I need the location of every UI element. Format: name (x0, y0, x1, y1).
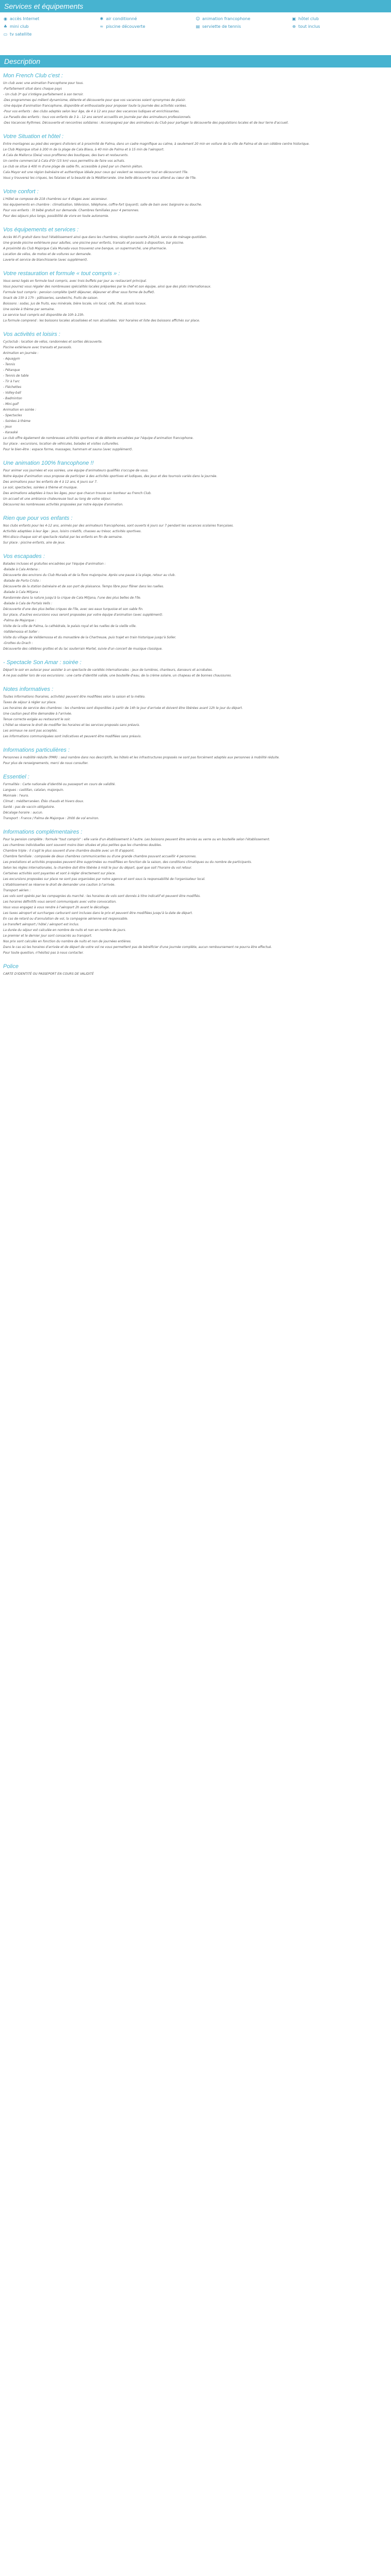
section-paragraph: Climat : méditerranéen. Étés chauds et hivers doux. (3, 800, 84, 803)
towel-icon: ▤ (196, 24, 200, 29)
section-paragraph: Cycloclub : location de vélos, randonnées et sorties découverte. (3, 340, 103, 344)
section-title: Une animation 100% francophone !! (3, 460, 94, 466)
service-item (292, 24, 388, 29)
description-section (0, 686, 391, 747)
section-paragraph: -Balade à Cala Mitjana : (3, 590, 40, 594)
service-label: tout inclus (298, 24, 320, 29)
section-paragraph: L'Hôtel se compose de 218 chambres sur 4 étages avec ascenseur. (3, 197, 108, 201)
section-paragraph: Les horaires définitifs vous seront communiqués avec votre convocation. (3, 900, 117, 904)
description-section (0, 829, 391, 963)
service-label: hôtel club (298, 16, 319, 21)
services-header (0, 0, 391, 12)
kids-club-icon: ♣ (3, 24, 8, 29)
description-section (0, 73, 391, 133)
service-label: accès Internet (10, 16, 40, 21)
section-paragraph: Taxes de séjour à régler sur place. (3, 701, 57, 704)
description-section (0, 659, 391, 686)
section-paragraph: Découvrez les nombreuses activités proposées par notre équipe d'animation. (3, 503, 124, 506)
section-title: Mon French Club c'est : (3, 73, 63, 79)
section-paragraph: Boissons : sodas, jus de fruits, eau minérale, bière locale, vin local, café, thé, alcools locaux. (3, 302, 146, 306)
section-paragraph: Les horaires de service des chambres : les chambres sont disponibles à partir de 14h le jour d'arrivée et doivent être libérées avant 12h le jour du départ. (3, 706, 243, 710)
section-paragraph: Vous vous engagez à vous rendre à l'aéroport 2h avant le décollage. (3, 906, 110, 909)
section-paragraph: Certaines activités sont payantes et sont à régler directement sur place. (3, 872, 116, 875)
services-title: Services et équipements (4, 2, 84, 10)
section-paragraph: -Balade à Cala de Portals Vells : (3, 602, 53, 605)
description-sections (0, 67, 391, 985)
section-paragraph: Les taxes aéroport et surcharges carburant sont incluses dans le prix et peuvent être modifiées jusqu'à la date de départ. (3, 911, 193, 915)
section-paragraph: Découverte de la station balnéaire et de son port de plaisance. Temps libre pour flâner dans les ruelles. (3, 585, 165, 588)
section-paragraph: Pour animer vos journées et vos soirées, une équipe d'animateurs qualifiés s'occupe de vous. (3, 469, 149, 472)
section-paragraph: Une soirée à thème par semaine. (3, 308, 55, 311)
section-paragraph: Départ le soir en autocar pour assister à un spectacle de variétés internationales : jeux de lumières, chanteurs, danseurs et acrobates. (3, 668, 213, 672)
section-paragraph: Location de vélos, de motos et de voitures sur demande. (3, 252, 92, 256)
section-paragraph: Un club avec une animation francophone pour tous. (3, 81, 84, 85)
section-paragraph: Les animaux ne sont pas acceptés. (3, 729, 58, 733)
section-paragraph: Pour le bien-être : espace forme, massages, hammam et sauna (avec supplément). (3, 448, 133, 451)
section-title: Police (3, 963, 19, 970)
description-section (0, 553, 391, 659)
section-paragraph: Sur place, d'autres excursions vous seront proposées par votre équipe d'animation (avec supplément). (3, 613, 164, 617)
section-paragraph: Le Club Majorque situé à 200 m de la plage de Cala Blava, à 40 min de Palma et à 15 min de l'aéroport. (3, 148, 165, 151)
section-paragraph: Chambre triple : il s'agit le plus souvent d'une chambre double avec un lit d'appoint. (3, 849, 135, 853)
service-item (292, 16, 388, 21)
section-title: Vos escapades : (3, 553, 45, 560)
pool-icon: ≈ (100, 24, 104, 29)
section-paragraph: A Cala de Mallorca (Deia) vous profiterez des boutiques, des bars et restaurants. (3, 154, 129, 157)
section-paragraph: Sur place : piscine enfants, aire de jeux. (3, 541, 66, 545)
section-paragraph: -Palma de Majorque : (3, 619, 36, 622)
description-section (0, 460, 391, 515)
service-item (196, 24, 292, 29)
section-paragraph: Toutes informations (horaires, activités) peuvent être modifiées selon la saison et la météo. (3, 695, 146, 699)
section-paragraph: Le transfert aéroport / hôtel / aéroport est inclus. (3, 923, 79, 926)
section-paragraph: - Volley-ball (3, 391, 21, 395)
section-title: Informations particulières : (3, 747, 70, 753)
section-paragraph: Vous y trouverez les criques, les falaises et la beauté de la Méditerranée. Une belle découverte vous attend au cœur de l'île. (3, 176, 197, 180)
section-paragraph: Découverte d'une des plus belles criques de l'île, avec ses eaux turquoise et son sable fin. (3, 607, 143, 611)
services-grid (0, 12, 391, 40)
section-paragraph: - Aquagym (3, 357, 20, 361)
description-section (0, 774, 391, 829)
section-paragraph: -Pour vos enfants : des clubs adaptés selon leur âge, de 4 à 12 ans pour des vacances ludiques et enrichissantes. (3, 110, 180, 113)
section-paragraph: Animation en journée : (3, 351, 39, 355)
section-paragraph: Vous pourrez vous régaler des nombreuses spécialités locales préparées par le chef et son équipe, ainsi que des plats internationaux. (3, 285, 211, 289)
description-section (0, 133, 391, 189)
section-paragraph: Les informations communiquées sont indicatives et peuvent être modifiées sans préavis. (3, 735, 142, 738)
service-item (3, 24, 100, 29)
section-paragraph: - Un club 3* qui s'intègre parfaitement à son terroir. (3, 93, 84, 96)
section-paragraph: Découverte des environs du Club Murada et de la flore majorquine. Après une pause à la plage, retour au club. (3, 573, 176, 577)
section-paragraph: Les excursions proposées sur place ne sont pas organisées par notre agence et sont sous la responsabilité de l'organisateur local. (3, 877, 206, 881)
section-paragraph: Entre montagnes au pied des vergers d'oliviers et à proximité de Palma, dans un cadre magnifique au calme, à seulement 20 min en voiture de la ville de Palma et de son célèbre centre historique. (3, 142, 310, 146)
section-paragraph: Transport : France / Palma de Majorque : 2h00 de vol environ. (3, 817, 100, 820)
section-paragraph: Tenue correcte exigée au restaurant le soir. (3, 718, 71, 721)
section-paragraph: Visite du village de Valldemossa et du monastère de la Chartreuse, puis trajet en train historique jusqu'à Soller. (3, 636, 176, 639)
section-paragraph: Le premier et le dernier jour sont consacrés au transport. (3, 934, 92, 938)
description-title: Description (4, 57, 41, 65)
section-paragraph: - Tennis de table (3, 374, 29, 378)
section-paragraph: Personnes à mobilité réduite (PMR) : seul nombre dans nos descriptifs, les hôtels et les infrastructures proposés ne sont pas forcément adaptés aux personnes à mobilité réduite. (3, 756, 280, 759)
section-paragraph: -Une équipe d'animation francophone, disponible et enthousiaste pour proposer toute la journée des activités variées. (3, 104, 187, 108)
section-paragraph: Cala Mayor est une région balnéaire et authentique idéale pour ceux qui veulent se ressourcer tout en découvrant l'île. (3, 171, 189, 174)
section-paragraph: Vos équipements en chambre : climatisation, télévision, téléphone, coffre-fort (payant), salle de bain avec baignoire ou douche. (3, 203, 202, 207)
section-paragraph: -Des programmes qui mêlent dynamisme, détente et découverte pour que vos vacances soient synonymes de plaisir. (3, 98, 186, 102)
hotel-icon: ▣ (292, 16, 296, 21)
section-paragraph: Snack de 15h à 17h : pâtisseries, sandwichs, fruits de saison. (3, 296, 99, 300)
section-paragraph: - Tennis (3, 363, 15, 366)
description-section (0, 515, 391, 553)
section-paragraph: Des animations adaptées à tous les âges, pour que chacun trouve son bonheur au French Club. (3, 492, 152, 495)
section-paragraph: Monnaie : l'euro. (3, 794, 29, 798)
section-paragraph: - Spectacles (3, 414, 22, 417)
section-title: Rien que pour vos enfants : (3, 515, 73, 521)
section-paragraph: Pour des séjours plus longs, possibilité de vivre en toute autonomie. (3, 214, 109, 218)
service-label: air conditionné (106, 16, 137, 21)
section-paragraph: - Karaoké (3, 431, 18, 434)
section-title: Essentiel : (3, 774, 29, 780)
section-paragraph: Randonnée dans la nature jusqu'à la crique de Cala Mitjana, l'une des plus belles de l'île. (3, 596, 141, 600)
section-paragraph: -Parfaitement situé dans chaque pays (3, 87, 62, 91)
section-paragraph: Nos prix sont calculés en fonction du nombre de nuits et non de journées entières. (3, 940, 132, 943)
section-paragraph: Vous serez logés en formule tout compris, avec trois buffets par jour au restaurant principal. (3, 279, 147, 283)
section-paragraph: L'établissement se réserve le droit de demander une caution à l'arrivée. (3, 883, 116, 887)
service-label: mini club (10, 24, 29, 29)
section-paragraph: Balades incluses et gratuites encadrées par l'équipe d'animation : (3, 562, 106, 566)
description-section (0, 270, 391, 331)
section-paragraph: Pour vos enfants : lit bébé gratuit sur demande. Chambres familiales pour 4 personnes. (3, 209, 139, 212)
section-paragraph: Le club offre également de nombreuses activités sportives et de détente encadrées par l'équipe d'animation francophone. (3, 436, 194, 440)
section-title: Votre Situation et hôtel : (3, 133, 63, 140)
section-paragraph: Notre équipe d'animation vous propose de participer à des activités sportives et ludiques, des jeux et des tournois variés dans la journée. (3, 474, 218, 478)
section-paragraph: Un accueil et une ambiance chaleureuse tout au long de votre séjour. (3, 497, 111, 501)
section-paragraph: Décalage horaire : aucun. (3, 811, 43, 815)
section-paragraph: Une grande piscine extérieure pour adultes, une piscine pour enfants, transats et parasols à disposition, bar piscine. (3, 241, 184, 245)
section-paragraph: Mini-disco chaque soir et spectacle réalisé par les enfants en fin de semaine. (3, 535, 123, 539)
section-paragraph: Formule tout compris : pension complète (petit déjeuner, déjeuner et dîner sous forme de buffet). (3, 291, 155, 294)
section-paragraph: Pour la pension complète : formule "tout compris" : elle varie d'un établissement à l'autre. Les boissons peuvent être servies au verre ou en bouteille selon l'établissement. (3, 838, 270, 841)
section-paragraph: L'hôtel se réserve le droit de modifier les horaires et les services proposés sans préavis. (3, 723, 140, 727)
service-label: animation francophone (202, 16, 251, 21)
section-paragraph: Laverie et service de blanchisserie (avec supplément). (3, 258, 88, 262)
section-paragraph: Les vols sont opérés par les compagnies du marché : les horaires de vols sont donnés à titre indicatif et peuvent être modifiés. (3, 894, 201, 898)
section-paragraph: Le club se situe à 400 m d'une plage de sable fin, accessible à pied par un chemin piéton. (3, 165, 143, 168)
section-paragraph: Sur place : excursions, location de véhicules, balades et visites culturelles. (3, 442, 119, 446)
description-header (0, 55, 391, 67)
section-paragraph: CARTE D'IDENTITÉ OU PASSEPORT EN COURS DE VALIDITÉ (3, 972, 94, 976)
tv-icon: ▭ (3, 32, 8, 37)
description-section (0, 227, 391, 270)
service-label: tv satellite (10, 32, 32, 37)
section-paragraph: Pour toute question, n'hésitez pas à nous contacter. (3, 951, 84, 955)
section-paragraph: En cas de retard ou d'annulation de vol, la compagnie aérienne est responsable. (3, 917, 128, 921)
section-paragraph: Transport aérien : (3, 889, 31, 892)
section-paragraph: Piscine extérieure avec transats et parasols. (3, 346, 72, 349)
service-label: serviette de tennis (202, 24, 241, 29)
section-paragraph: Selon les règles internationales, la chambre doit être libérée à midi le jour du départ, quel que soit l'horaire du vol retour. (3, 866, 192, 870)
section-paragraph: - Fléchettes (3, 385, 22, 389)
service-item (196, 16, 292, 21)
section-paragraph: La durée du séjour est calculée en nombre de nuits et non en nombre de jours. (3, 928, 126, 932)
service-item (100, 24, 196, 29)
section-paragraph: - Pétanque (3, 368, 20, 372)
section-paragraph: Nos clubs enfants pour les 4-12 ans, animés par des animateurs francophones, sont ouverts 6 jours sur 7 pendant les vacances scolaires françaises. (3, 524, 234, 528)
snowflake-icon: ✱ (100, 16, 104, 21)
section-paragraph: A ne pas oublier lors de vos excursions : une carte d'identité valide, une bouteille d'eau, de la crème solaire, un chapeau et de bonnes chaussures. (3, 674, 232, 677)
section-paragraph: - Badminton (3, 397, 22, 400)
section-paragraph: Activités adaptées à leur âge : jeux, loisirs créatifs, chasses au trésor, activités sportives. (3, 530, 142, 533)
section-paragraph: -Valldemossa et Soller : (3, 630, 40, 634)
section-paragraph: Langues : castillan, catalan, majorquin. (3, 788, 64, 792)
section-paragraph: -Balade de Porto Cristo : (3, 579, 41, 583)
service-label: piscine découverte (106, 24, 145, 29)
section-paragraph: - Tir à l'arc (3, 380, 20, 383)
section-title: Votre restauration et formule « tout compris » : (3, 270, 120, 277)
section-title: Vos activités et loisirs : (3, 331, 60, 337)
section-title: - Spectacle Son Amar : soirée : (3, 659, 82, 666)
section-paragraph: -Grottes du Drach : (3, 641, 33, 645)
section-paragraph: - Mini-golf (3, 402, 19, 406)
section-paragraph: Découverte des célèbres grottes et du lac souterrain Martel, suivie d'un concert de musique classique. (3, 647, 163, 651)
service-item (3, 16, 100, 21)
description-section (0, 331, 391, 460)
section-paragraph: Des animations pour les enfants de 4 à 12 ans, 6 jours sur 7. (3, 480, 98, 484)
section-paragraph: Les prestations et activités proposées peuvent être supprimées ou modifiées en fonction de la saison, des conditions climatiques ou du nombre de participants. (3, 860, 252, 864)
section-paragraph: -Des Vacances Rythmes. Découverte et rencontres solidaires : Accompagnez par des animateurs du Club pour partager la découverte des populations locales et de leur terre d'accueil. (3, 121, 289, 125)
section-title: Informations complémentaires : (3, 829, 83, 835)
section-paragraph: Formalités : Carte nationale d'identité ou passeport en cours de validité. (3, 783, 116, 786)
section-paragraph: Une caution peut être demandée à l'arrivée. (3, 712, 72, 716)
service-item (3, 32, 100, 37)
section-paragraph: Le service tout compris est disponible de 10h à 23h. (3, 313, 85, 317)
section-paragraph: Pour plus de renseignements, merci de nous consulter. (3, 761, 89, 765)
section-paragraph: -Balade à Cala Antena : (3, 568, 40, 571)
section-paragraph: Accès Wi-Fi gratuit dans tout l'établissement ainsi que dans les chambres, réception ouverte 24h/24, service de ménage quotidien. (3, 235, 207, 239)
section-paragraph: Un centre commercial à Cala d'Or (15 km) vous permettra de faire vos achats. (3, 159, 125, 163)
section-paragraph: Dans le cas où les horaires d'arrivée et de départ de votre vol ne vous permettent pas de bénéficier d'une journée complète, aucun remboursement ne pourra être effectué. (3, 945, 272, 949)
description-section (0, 747, 391, 774)
section-title: Vos équipements et services : (3, 227, 79, 233)
section-paragraph: La formule comprend : les boissons locales alcoolisées et non alcoolisées. Voir horaires et liste des boissons affichés sur place. (3, 319, 200, 323)
kids-icon: ☺ (196, 16, 200, 21)
section-paragraph: Animation en soirée : (3, 408, 37, 412)
section-paragraph: - Jeux (3, 425, 12, 429)
section-title: Votre confort : (3, 189, 39, 195)
section-paragraph: Santé : pas de vaccin obligatoire. (3, 805, 55, 809)
section-paragraph: - Soirées à thème (3, 419, 31, 423)
service-item (100, 16, 196, 21)
section-paragraph: Les chambres individuelles sont souvent moins bien situées et plus petites que les chambres doubles. (3, 843, 162, 847)
description-section (0, 963, 391, 985)
section-paragraph: Chambre familiale : composée de deux chambres communicantes ou d'une grande chambre pouvant accueillir 4 personnes. (3, 855, 197, 858)
section-title: Notes informatives : (3, 686, 54, 692)
section-paragraph: A proximité du Club Majorque Cala Murada vous trouverez une banque, un supermarché, une pharmacie. (3, 247, 167, 250)
all-inclusive-icon: ⊕ (292, 24, 296, 29)
section-paragraph: -Le Paradis des enfants : tous vos enfants de 3 à - 12 ans seront accueillis en journée par des animateurs professionnels. (3, 115, 191, 119)
wifi-icon: ◉ (4, 16, 7, 21)
description-section (0, 189, 391, 227)
section-paragraph: Le soir, spectacles, soirées à thème et musique. (3, 486, 78, 489)
section-paragraph: Visite de la ville de Palma, la cathédrale, le palais royal et les ruelles de la vieille ville. (3, 624, 137, 628)
